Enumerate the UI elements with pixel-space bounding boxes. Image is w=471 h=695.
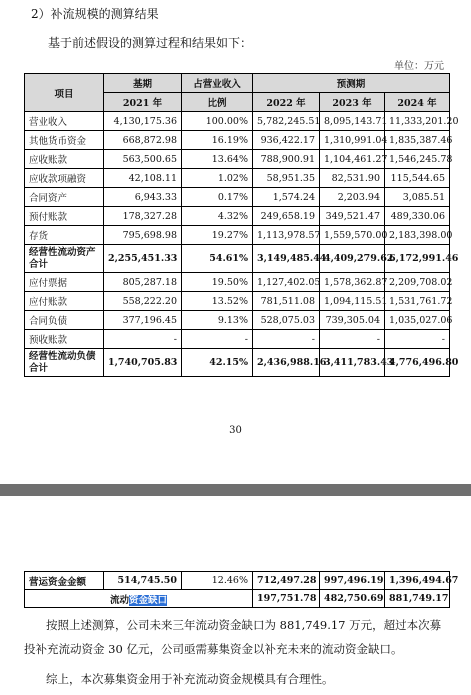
unit-label: 单位：万元: [394, 61, 444, 72]
intro-text: 基于前述假设的测算过程和结果如下：: [48, 36, 253, 50]
header-2022: 2022 年: [253, 93, 320, 112]
row-item: 经营性流动资产合计: [25, 245, 104, 273]
row-2023: 2,203.94: [320, 188, 385, 207]
table-row: [25, 226, 450, 245]
row-base: -: [104, 330, 182, 349]
row-item: 营运资金金额: [25, 572, 104, 590]
row-base: 668,872.98: [104, 131, 182, 150]
row-item: 预付账款: [25, 207, 104, 226]
row-2022: 1,574.24: [253, 188, 320, 207]
gap-2024: 881,749.17: [385, 590, 450, 608]
row-base: 1,740,705.83: [104, 349, 182, 377]
row-2022: 249,658.19: [253, 207, 320, 226]
header-2023: 2023 年: [320, 93, 385, 112]
table-row: [25, 188, 450, 207]
table-row: [25, 292, 450, 311]
row-base: 377,196.45: [104, 311, 182, 330]
row-2023: 349,521.47: [320, 207, 385, 226]
gap-label: [25, 590, 253, 608]
row-2022: 1,127,402.05: [253, 273, 320, 292]
row-base: 563,500.65: [104, 150, 182, 169]
row-2024: 4,776,496.80: [385, 349, 450, 377]
row-base: 178,327.28: [104, 207, 182, 226]
row-ratio: 13.52%: [182, 292, 253, 311]
row-item: 存货: [25, 226, 104, 245]
row-ratio: 19.27%: [182, 226, 253, 245]
row-2022: 5,782,245.51: [253, 112, 320, 131]
row-2024: 115,544.65: [385, 169, 450, 188]
row-item: 应付票据: [25, 273, 104, 292]
gap-2022: 197,751.78: [253, 590, 320, 608]
row-2022: 712,497.28: [253, 572, 320, 590]
row-2022: 781,511.08: [253, 292, 320, 311]
row-2024: 489,330.06: [385, 207, 450, 226]
row-base: 558,222.20: [104, 292, 182, 311]
row-item: 应收账款: [25, 150, 104, 169]
header-item: 项目: [25, 74, 104, 112]
row-2023: 82,531.90: [320, 169, 385, 188]
row-2024: 1,835,387.46: [385, 131, 450, 150]
gap-label-pre: 流动: [109, 594, 129, 606]
header-ratio-sub: 比例: [182, 93, 253, 112]
conclusion-para-line1: 按照上述测算，公司未来三年流动资金缺口为 881,749.17 万元，超过本次募: [46, 618, 442, 632]
row-base: 4,130,175.36: [104, 112, 182, 131]
row-2022: 58,951.35: [253, 169, 320, 188]
row-base: 6,943.33: [104, 188, 182, 207]
row-ratio: 1.02%: [182, 169, 253, 188]
row-2024: 1,396,494.67: [385, 572, 450, 590]
row-ratio: 16.19%: [182, 131, 253, 150]
row-2024: 2,209,708.02: [385, 273, 450, 292]
row-2024: 1,531,761.72: [385, 292, 450, 311]
row-base: 2,255,451.33: [104, 245, 182, 273]
table-row: [25, 590, 450, 608]
page-separator: [0, 484, 471, 496]
row-item: 营业收入: [25, 112, 104, 131]
row-item: 经营性流动负债合计: [25, 349, 104, 377]
row-ratio: 9.13%: [182, 311, 253, 330]
table-row: [25, 245, 450, 273]
row-item: 应付账款: [25, 292, 104, 311]
row-2022: 2,436,988.16: [253, 349, 320, 377]
gap-2023: 482,750.69: [320, 590, 385, 608]
row-ratio: 100.00%: [182, 112, 253, 131]
row-2023: 739,305.04: [320, 311, 385, 330]
header-ratio: 占营业收入: [182, 74, 253, 93]
header-2024: 2024 年: [385, 93, 450, 112]
table-row: [25, 572, 450, 590]
row-2023: 4,409,279.62: [320, 245, 385, 273]
table-row: [25, 311, 450, 330]
row-2023: 1,578,362.87: [320, 273, 385, 292]
row-2023: 1,310,991.04: [320, 131, 385, 150]
row-item: 合同资产: [25, 188, 104, 207]
row-2024: -: [385, 330, 450, 349]
row-base: 795,698.98: [104, 226, 182, 245]
header-base: 基期: [104, 74, 182, 93]
table-row: [25, 131, 450, 150]
row-ratio: 13.64%: [182, 150, 253, 169]
row-2022: 1,113,978.57: [253, 226, 320, 245]
row-2023: -: [320, 330, 385, 349]
row-2023: 997,496.19: [320, 572, 385, 590]
table-row: [25, 150, 450, 169]
row-ratio: 12.46%: [182, 572, 253, 590]
table-row: [25, 273, 450, 292]
row-2023: 1,104,461.27: [320, 150, 385, 169]
table-row: [25, 169, 450, 188]
summary-para: 综上，本次募集资金用于补充流动资金规模具有合理性。: [46, 672, 334, 686]
row-ratio: 0.17%: [182, 188, 253, 207]
table-row: [25, 349, 450, 377]
row-item: 预收账款: [25, 330, 104, 349]
conclusion-para-line2: 投补充流动资金 30 亿元，公司亟需募集资金以补充未来的流动资金缺口。: [24, 642, 403, 656]
row-2022: 936,422.17: [253, 131, 320, 150]
row-2022: 788,900.91: [253, 150, 320, 169]
row-2024: 6,172,991.46: [385, 245, 450, 273]
row-2022: -: [253, 330, 320, 349]
section-heading: 2）补流规模的测算结果: [31, 7, 159, 21]
row-2023: 1,094,115.51: [320, 292, 385, 311]
row-ratio: -: [182, 330, 253, 349]
row-2022: 528,075.03: [253, 311, 320, 330]
row-2024: 3,085.51: [385, 188, 450, 207]
table-row: [25, 330, 450, 349]
table-row: [25, 112, 450, 131]
row-item: 应收款项融资: [25, 169, 104, 188]
row-ratio: 54.61%: [182, 245, 253, 273]
table-row: [25, 207, 450, 226]
table-body: [25, 112, 459, 377]
row-ratio: 4.32%: [182, 207, 253, 226]
forecast-table: [24, 73, 459, 377]
row-base: 42,108.11: [104, 169, 182, 188]
row-2023: 8,095,143.71: [320, 112, 385, 131]
header-forecast: 预测期: [253, 74, 450, 93]
row-item: 合同负债: [25, 311, 104, 330]
row-2024: 1,035,027.06: [385, 311, 450, 330]
row-2024: 2,183,398.00: [385, 226, 450, 245]
working-capital-table: [24, 571, 459, 608]
row-2024: 11,333,201.20: [385, 112, 450, 131]
row-ratio: 19.50%: [182, 273, 253, 292]
row-base: 514,745.50: [104, 572, 182, 590]
row-2022: 3,149,485.44: [253, 245, 320, 273]
row-2023: 3,411,783.43: [320, 349, 385, 377]
header-base-year: 2021 年: [104, 93, 182, 112]
row-item: 其他货币资金: [25, 131, 104, 150]
row-ratio: 42.15%: [182, 349, 253, 377]
row-2023: 1,559,570.00: [320, 226, 385, 245]
row-2024: 1,546,245.78: [385, 150, 450, 169]
gap-label-highlight: 资金缺口: [129, 594, 168, 606]
page-number: 30: [229, 425, 242, 436]
row-base: 805,287.18: [104, 273, 182, 292]
